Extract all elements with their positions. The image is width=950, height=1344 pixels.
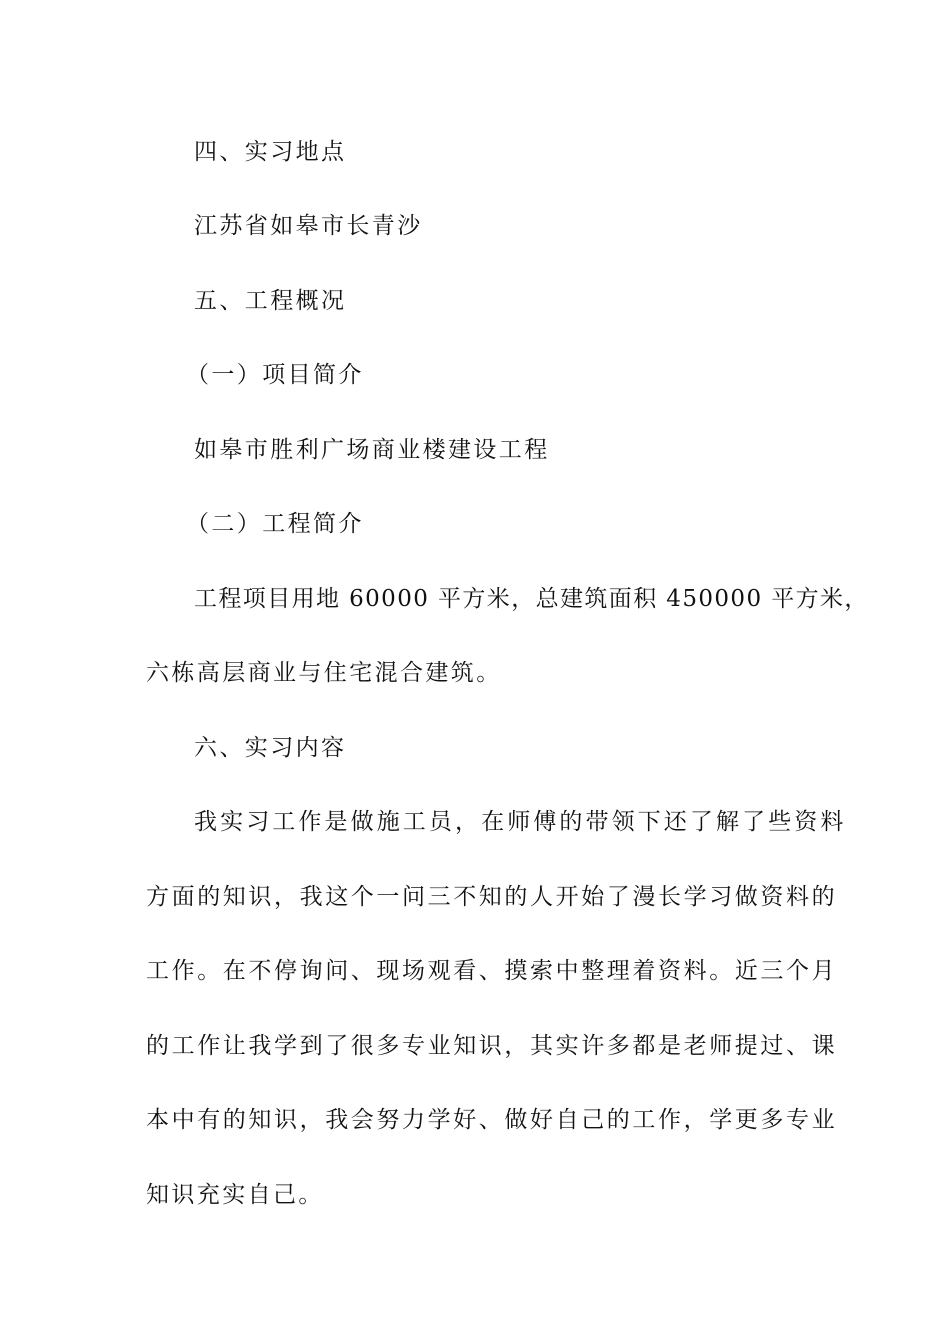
location-text: 江苏省如皋市长青沙 (194, 213, 423, 239)
content-paragraph-line: 工作。在不停询问、现场观看、摸索中整理着资料。近三个月 (146, 958, 838, 984)
heading-internship-content: 六、实习内容 (194, 735, 347, 761)
content-paragraph-line: 我实习工作是做施工员，在师傅的带领下还了解了些资料 (194, 809, 847, 835)
engineering-paragraph-line: 工程项目用地 60000 平方米，总建筑面积 450000 平方米， (194, 586, 869, 612)
subheading-engineering-intro: （二）工程简介 (186, 511, 364, 537)
project-name-text: 如皋市胜利广场商业楼建设工程 (194, 437, 550, 463)
engineering-paragraph-line: 六栋高层商业与住宅混合建筑。 (146, 660, 502, 686)
content-paragraph-line: 本中有的知识，我会努力学好、做好自己的工作，学更多专业 (146, 1107, 838, 1133)
heading-internship-location: 四、实习地点 (194, 139, 347, 165)
heading-project-overview: 五、工程概况 (194, 288, 347, 314)
content-paragraph-line: 方面的知识，我这个一问三不知的人开始了漫长学习做资料的 (146, 884, 838, 910)
subheading-project-intro: （一）项目简介 (186, 362, 364, 388)
content-paragraph-line: 知识充实自己。 (146, 1182, 324, 1208)
content-paragraph-line: 的工作让我学到了很多专业知识，其实许多都是老师提过、课 (146, 1033, 838, 1059)
